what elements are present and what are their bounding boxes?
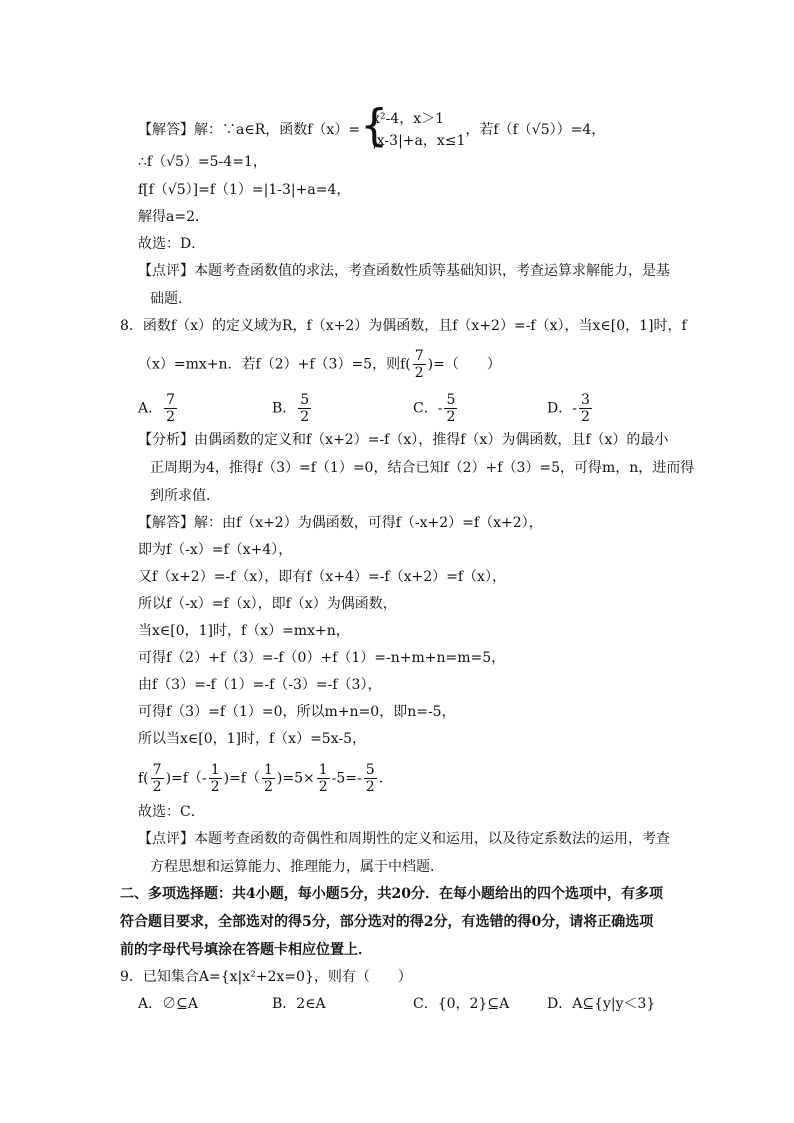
q7-answer-condition: ，若f（f（√5））=4， bbox=[465, 122, 606, 138]
q8-stem-text: （x）=mx+n．若f（2）+f（3）=5，则f( bbox=[138, 356, 411, 373]
fraction-denominator: 2 bbox=[318, 779, 328, 795]
piecewise-function bbox=[360, 100, 466, 152]
q8-stem-end: )=（ ） bbox=[427, 356, 501, 373]
fraction-numerator: 5 bbox=[446, 392, 456, 408]
expr-part: -5=- bbox=[331, 770, 362, 787]
q9-stem: 9．已知集合A={x|x²+2x=0}，则有（ ） bbox=[120, 969, 412, 985]
q8-solution-line-7: 由f（3）=-f（1）=-f（-3）=-f（3）， bbox=[138, 677, 382, 693]
q8-option-b[interactable] bbox=[272, 392, 313, 425]
q8-solution-line-11: 故选：C． bbox=[138, 804, 205, 820]
expr-part: )=f（- bbox=[165, 770, 207, 787]
section-2-heading-line-3: 前的字母代号填涂在答题卡相应位置上． bbox=[120, 942, 372, 958]
fraction-denominator: 2 bbox=[446, 409, 456, 425]
q9-option-d[interactable]: D．A⊆{y|y＜3} bbox=[547, 996, 656, 1012]
fraction-denominator: 2 bbox=[152, 779, 162, 795]
expr-part: ． bbox=[378, 770, 393, 787]
q9-option-c[interactable]: C．{0，2}⊆A bbox=[413, 996, 510, 1012]
q8-option-a[interactable] bbox=[138, 392, 179, 425]
fraction bbox=[317, 762, 330, 795]
fraction-numerator: 1 bbox=[263, 762, 273, 778]
q8-solution-line-9: 所以当x∈[0，1]时，f（x）=5x-5， bbox=[138, 731, 366, 747]
q7-answer-line-1 bbox=[138, 100, 606, 152]
fraction-numerator: 1 bbox=[210, 762, 220, 778]
fraction bbox=[579, 392, 592, 425]
q8-solution-line-3: 又f（x+2）=-f（x），即有f（x+4）=-f（x+2）=f（x）， bbox=[138, 569, 506, 585]
fraction bbox=[262, 762, 275, 795]
q7-answer-line-2: ∴f（√5）=5-4=1， bbox=[138, 154, 267, 170]
option-label: A． bbox=[138, 400, 163, 417]
expr-part: )=f（ bbox=[223, 770, 260, 787]
fraction bbox=[413, 348, 426, 381]
fraction-numerator: 3 bbox=[580, 392, 590, 408]
q7-answer-text: 【解答】解：∵a∈R，函数f（x）= bbox=[138, 122, 361, 138]
option-sign: - bbox=[572, 400, 577, 417]
option-label: C． bbox=[413, 400, 438, 417]
q7-answer-line-5: 故选：D． bbox=[138, 236, 206, 252]
option-label: D． bbox=[547, 400, 573, 417]
fraction-numerator: 7 bbox=[152, 762, 162, 778]
q8-solution-line-1: 【解答】解：由f（x+2）为偶函数，可得f（-x+2）=f（x+2）， bbox=[138, 515, 543, 531]
fraction bbox=[209, 762, 222, 795]
q8-comment-line-2: 方程思想和运算能力、推理能力，属于中档题． bbox=[150, 859, 444, 875]
fraction-denominator: 2 bbox=[580, 409, 590, 425]
option-sign: - bbox=[437, 400, 443, 417]
fraction bbox=[151, 762, 164, 795]
fraction bbox=[164, 392, 177, 425]
q8-option-d[interactable] bbox=[547, 392, 594, 425]
q8-analysis-line-1: 【分析】由偶函数的定义和f（x+2）=-f（x），推得f（x）为偶函数，且f（x）的最小 bbox=[138, 432, 669, 448]
q8-option-c[interactable] bbox=[413, 392, 459, 425]
fraction bbox=[298, 392, 311, 425]
fraction-numerator: 7 bbox=[414, 348, 424, 364]
q7-answer-line-3: f[f（√5）]=f（1）=|1-3|+a=4， bbox=[138, 182, 351, 198]
section-2-heading-line-1: 二、多项选择题：共4小题，每小题5分，共20分．在每小题给出的四个选项中，有多项 bbox=[120, 886, 663, 902]
fraction-denominator: 2 bbox=[263, 779, 273, 795]
brace-icon: { bbox=[360, 100, 389, 151]
q9-option-b[interactable]: B．2∈A bbox=[272, 996, 326, 1012]
expr-part: f( bbox=[138, 770, 149, 787]
q8-solution-line-10 bbox=[138, 762, 393, 795]
fraction-denominator: 2 bbox=[166, 409, 176, 425]
q8-analysis-line-2: 正周期为4，推得f（3）=f（1）=0，结合已知f（2）+f（3）=5，可得m，n，进而得 bbox=[150, 460, 695, 476]
piecewise-case-2: |x-3|+a，x≤1 bbox=[372, 133, 466, 149]
q8-solution-line-2: 即为f（-x）=f（x+4）， bbox=[138, 542, 293, 558]
q8-analysis-line-3: 到所求值． bbox=[150, 488, 220, 504]
q7-comment-line-1: 【点评】本题考查函数值的求法，考查函数性质等基础知识，考查运算求解能力，是基 bbox=[138, 263, 670, 279]
fraction-denominator: 2 bbox=[365, 779, 375, 795]
q7-answer-line-4: 解得a=2． bbox=[138, 209, 209, 225]
fraction-denominator: 2 bbox=[414, 365, 424, 381]
fraction-numerator: 1 bbox=[318, 762, 328, 778]
q8-solution-line-6: 可得f（2）+f（3）=-f（0）+f（1）=-n+m+n=m=5， bbox=[138, 650, 506, 666]
q8-stem-line-1: 8．函数f（x）的定义域为R，f（x+2）为偶函数，且f（x+2）=-f（x），当x∈[0，1]时，f bbox=[120, 318, 687, 334]
section-2-heading-line-2: 符合题目要求，全部选对的得5分，部分选对的得2分，有选错的得0分，请将正确选项 bbox=[120, 914, 654, 930]
expr-part: )=5× bbox=[276, 770, 315, 787]
fraction-numerator: 5 bbox=[300, 392, 310, 408]
q8-comment-line-1: 【点评】本题考查函数的奇偶性和周期性的定义和运用，以及待定系数法的运用，考查 bbox=[138, 831, 670, 847]
fraction-numerator: 7 bbox=[166, 392, 176, 408]
q8-solution-line-5: 当x∈[0，1]时，f（x）=mx+n， bbox=[138, 623, 350, 639]
option-label: B． bbox=[272, 400, 297, 417]
q8-solution-line-4: 所以f（-x）=f（x），即f（x）为偶函数， bbox=[138, 596, 397, 612]
q8-stem-line-2 bbox=[138, 348, 501, 381]
q7-comment-line-2: 础题． bbox=[150, 291, 192, 307]
fraction-denominator: 2 bbox=[300, 409, 310, 425]
fraction bbox=[444, 392, 457, 425]
fraction-numerator: 5 bbox=[365, 762, 375, 778]
fraction-denominator: 2 bbox=[210, 779, 220, 795]
q9-option-a[interactable]: A．∅⊆A bbox=[138, 996, 198, 1012]
fraction bbox=[364, 762, 377, 795]
q8-solution-line-8: 可得f（3）=f（1）=0，所以m+n=0，即n=-5， bbox=[138, 704, 456, 720]
piecewise-case-1: x²-4，x＞1 bbox=[372, 111, 445, 127]
